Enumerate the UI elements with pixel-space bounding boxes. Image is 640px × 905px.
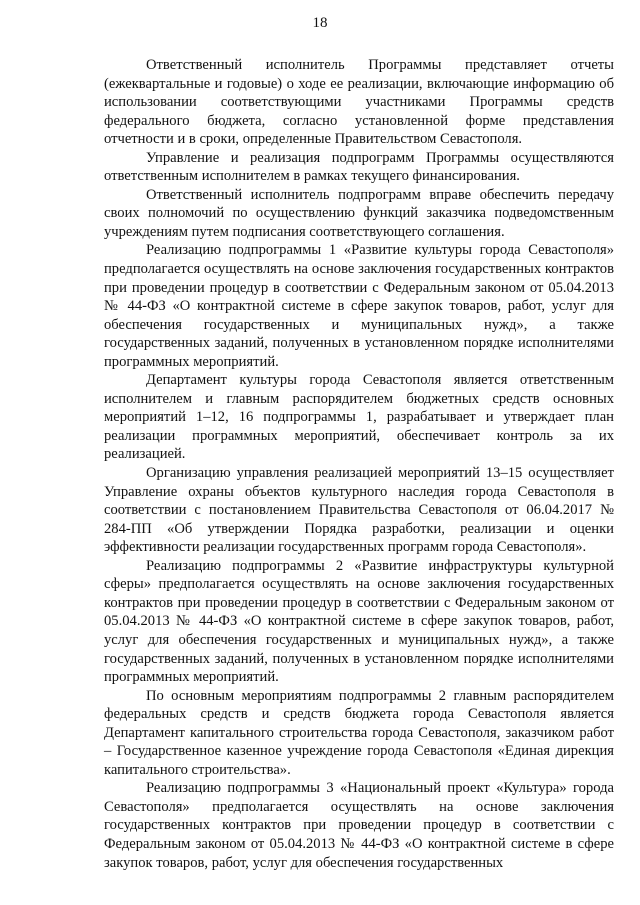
paragraph-culture-department-role: Департамент культуры города Севастополя является ответственным исполнителем и главным распорядителем бюджетных средств основных мероприятий 1–12, 16 подпрограммы 1, разрабатывает и утверждает план реализации программных мероприятий, обеспечивает контроль за их реализацией. <box>104 372 614 463</box>
paragraph-delegation-of-powers: Ответственный исполнитель подпрограмм вправе обеспечить передачу своих полномочий по осуществлению функций заказчика подведомственным учреждениям путем подписания соответствующего соглашения. <box>104 186 614 240</box>
document-body <box>104 56 614 872</box>
paragraph-report-submission: Ответственный исполнитель Программы представляет отчеты (ежеквартальные и годовые) о ходе ее реализации, включающие информацию об использовании соответствующими участниками Программы средств федерального бюджета, согласно установленной форме представления отчетности и в сроки, определенные Правительством Севастополя. <box>104 57 614 148</box>
paragraph-subprogram-2-implementation: Реализацию подпрограммы 2 «Развитие инфраструктуры культурной сферы» предполагается осуществлять на основе заключения государственных контрактов при проведении процедур в соответствии с Федеральным законом от 05.04.2013 № 44-ФЗ «О контрактной системе в сфере закупок товаров, работ, услуг для обеспечения государственных и муниципальных нужд», а также государственных заданий, полученных в установленном порядке исполнителями программных мероприятий. <box>104 557 614 686</box>
paragraph-measures-13-15: Организацию управления реализацией мероприятий 13–15 осуществляет Управление охраны объектов культурного наследия города Севастополя в соответствии с постановлением Правительства Севастополя от 06.04.2017 № 284-ПП «Об утверждении Порядка разработки, реализации и оценки эффективности реализации государственных программ города Севастополя». <box>104 465 614 556</box>
paragraph-subprogram-1-implementation: Реализацию подпрограммы 1 «Развитие культуры города Севастополя» предполагается осуществлять на основе заключения государственных контрактов при проведении процедур в соответствии с Федеральным законом от 05.04.2013 № 44-ФЗ «О контрактной системе в сфере закупок товаров, работ, услуг для обеспечения государственных и муниципальных нужд», а также государственных заданий, полученных в установленном порядке исполнителями программных мероприятий. <box>104 242 614 370</box>
page-number: 18 <box>312 15 328 31</box>
paragraph-subprogram-management: Управление и реализация подпрограмм Программы осуществляются ответственным исполнителем в рамках текущего финансирования. <box>104 149 614 185</box>
paragraph-subprogram-2-funding: По основным мероприятиям подпрограммы 2 главным распорядителем федеральных средств и средств бюджета города Севастополя является Департамент капитального строительства города Севастополя, заказчиком работ – Государственное казенное учреждение города Севастополя «Единая дирекция капитального строительства». <box>104 687 614 778</box>
paragraph-subprogram-3-implementation: Реализацию подпрограммы 3 «Национальный проект «Культура» города Севастополя» предполагается осуществлять на основе заключения государственных контрактов при проведении процедур в соответствии с Федеральным законом от 05.04.2013 № 44-ФЗ «О контрактной системе в сфере закупок товаров, работ, услуг для обеспечения государственных <box>104 780 614 871</box>
